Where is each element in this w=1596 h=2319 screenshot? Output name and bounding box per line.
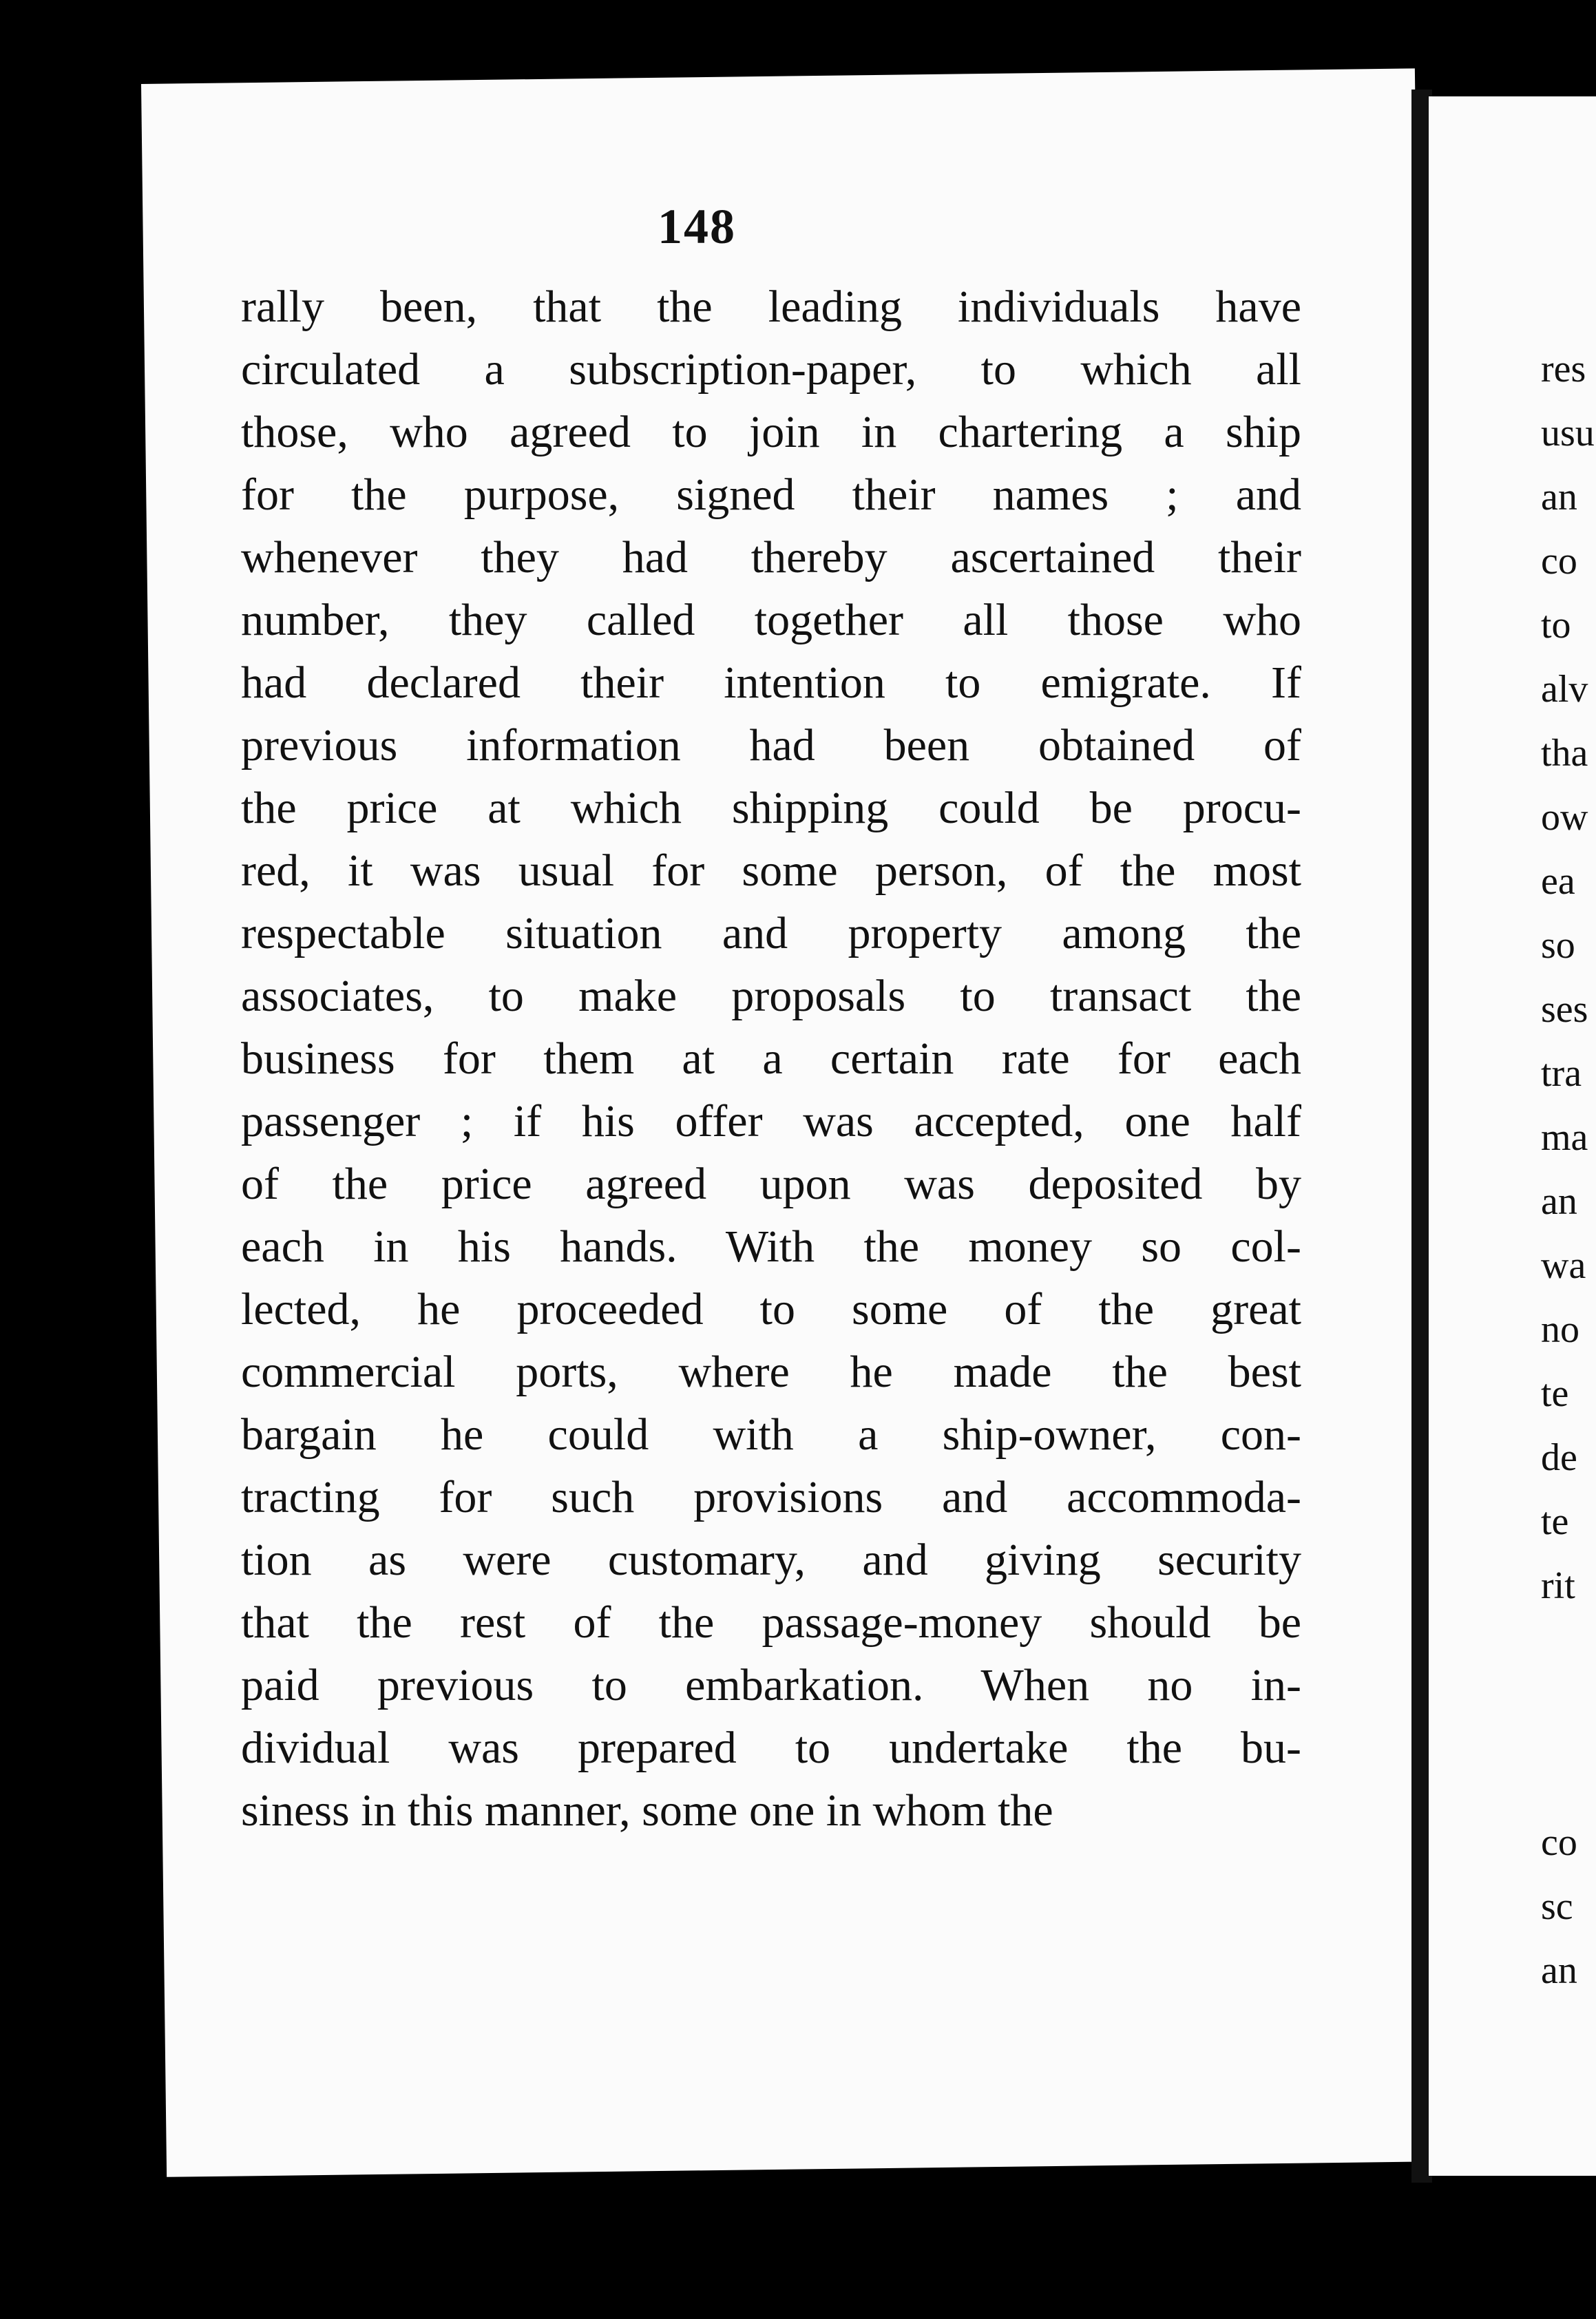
facing-line-fragment: co (1541, 1821, 1577, 1864)
facing-line-fragment: usu (1541, 412, 1595, 454)
facing-line-fragment: wa (1541, 1244, 1586, 1287)
facing-line-fragment: ma (1541, 1116, 1588, 1159)
text-line: respectable situation and property among the (241, 908, 1301, 958)
facing-line-fragment: ses (1541, 988, 1588, 1031)
facing-line-fragment: an (1541, 1949, 1577, 1992)
facing-section-gap (1541, 1618, 1595, 1811)
text-line: dividual was prepared to undertake the bu- (241, 1723, 1301, 1773)
facing-line-fragment: an (1541, 476, 1577, 518)
facing-page-text (1541, 337, 1595, 2003)
facing-line-fragment: to (1541, 604, 1571, 647)
text-line: rally been, that the leading individuals have (241, 282, 1301, 332)
facing-line-fragment: ea (1541, 860, 1575, 903)
facing-line-fragment: an (1541, 1180, 1577, 1223)
text-line: tion as were customary, and giving security (241, 1535, 1301, 1585)
text-line: previous information had been obtained of (241, 720, 1301, 770)
facing-line-fragment: de (1541, 1436, 1577, 1479)
text-line: had declared their intention to emigrate. If (241, 658, 1301, 708)
text-line: those, who agreed to join in chartering a ship (241, 407, 1301, 457)
text-line: for the purpose, signed their names ; and (241, 470, 1301, 520)
page-number: 148 (658, 199, 736, 254)
text-line: of the price agreed upon was deposited by (241, 1159, 1301, 1209)
text-line: associates, to make proposals to transact the (241, 971, 1301, 1021)
facing-line-fragment: ow (1541, 796, 1588, 839)
text-line: bargain he could with a ship-owner, con- (241, 1409, 1301, 1460)
facing-line-fragment: res (1541, 348, 1586, 390)
facing-line-fragment: te (1541, 1372, 1569, 1415)
text-line: paid previous to embarkation. When no in- (241, 1660, 1301, 1710)
facing-line-fragment: alv (1541, 668, 1588, 711)
text-line: commercial ports, where he made the best (241, 1347, 1301, 1397)
facing-line-fragment: so (1541, 924, 1575, 967)
facing-line-fragment: no (1541, 1308, 1579, 1351)
text-line: number, they called together all those who (241, 595, 1301, 645)
text-line: siness in this manner, some one in whom the (241, 1785, 1053, 1836)
text-line: the price at which shipping could be procu- (241, 783, 1301, 833)
body-text (241, 275, 1301, 1842)
text-line: passenger ; if his offer was accepted, one half (241, 1096, 1301, 1146)
facing-line-fragment: tra (1541, 1052, 1582, 1095)
text-line: tracting for such provisions and accommoda- (241, 1472, 1301, 1522)
facing-line-fragment: te (1541, 1500, 1569, 1543)
facing-line-fragment: rit (1541, 1564, 1575, 1607)
facing-line-fragment: co (1541, 540, 1577, 583)
text-line: red, it was usual for some person, of the most (241, 846, 1301, 896)
text-line: each in his hands. With the money so col- (241, 1221, 1301, 1272)
text-line: lected, he proceeded to some of the great (241, 1284, 1301, 1334)
text-line: circulated a subscription-paper, to which all (241, 344, 1301, 395)
facing-line-fragment: tha (1541, 732, 1588, 775)
text-line: that the rest of the passage-money should be (241, 1597, 1301, 1648)
text-line: business for them at a certain rate for each (241, 1033, 1301, 1084)
facing-line-fragment: sc (1541, 1885, 1573, 1928)
text-line: whenever they had thereby ascertained their (241, 532, 1301, 583)
